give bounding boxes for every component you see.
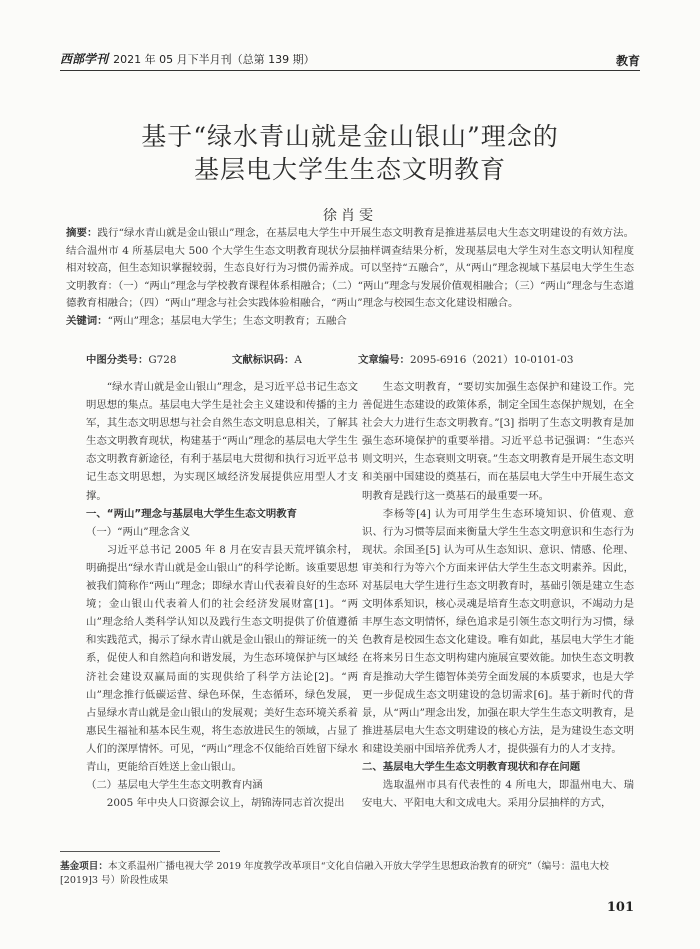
abstract-label: 摘要： bbox=[66, 227, 98, 239]
title-line-2: 基层电大学生生态文明教育 bbox=[193, 155, 506, 184]
author-name: 徐肖雯 bbox=[323, 208, 377, 224]
subsection-heading: （二）基层电大学生生态文明教育内涵 bbox=[86, 779, 263, 792]
section-heading: 二、基层电大学生生态文明教育现状和存在问题 bbox=[362, 760, 581, 773]
paragraph: 选取温州市具有代表性的 4 所电大，即温州电大、瑞安电大、平阳电大和文成电大。采用分层抽样的方式， bbox=[362, 779, 634, 810]
abstract-block bbox=[66, 225, 634, 330]
paragraph: 生态文明教育，“要切实加强生态保护和建设工作。完善促进生态建设的政策体系，制定全国生态保护规划，在全社会大力进行生态文明教育。”[3] 指明了生态文明教育是加强生态环境保护的重要举措。习近平总书记强调：“生态兴则文明兴，生态衰则文明衰。”生态文明教育是开展生态文明和美丽中国建设的奠基石，而在基层电大学生中开展生态文明教育是践行这一奠基石的最重要一环。 bbox=[362, 381, 634, 502]
header-rule bbox=[60, 70, 640, 71]
paragraph: 李杨等[4] 认为可用学生生态环境知识、价值观、意识、行为习惯等层面来衡量大学生生态文明意识和生态行为现状。余国圣[5] 认为可从生态知识、意识、情感、伦理、审美和行为等六个方面来评估大学生生态文明素养。因此，对基层电大学生进行生态文明教育时，基础引领是建立生态文明体系知识，核心灵魂是培育生态文明意识，不竭动力是丰厚生态文明情怀，绿色追求是引领生态文明行为习惯，绿色教育是校园生态文化建设。唯有如此，基层电大学生才能在将来另日生态文明构建内施展宣要效能。加快生态文明教育是推动大学生德智体美劳全面发展的本质要求，也是大学更一步促成生态文明建设的急切需求[6]。基于新时代的背景，从“两山”理念出发，加强在职大学生生态文明教育，是推进基层电大生态文明建设的核心方法，是为建设生态文明和建设美丽中国培养优秀人才，提供强有力的人才支持。 bbox=[362, 507, 634, 755]
body-column-left bbox=[86, 378, 358, 812]
keywords-text: “两山”理念；基层电大学生；生态文明教育；五融合 bbox=[107, 314, 347, 327]
section-label: 教育 bbox=[615, 54, 640, 68]
keywords-label: 关键词： bbox=[66, 314, 108, 327]
funding-footnote bbox=[60, 860, 640, 888]
subsection-heading: （一）“两山”理念含义 bbox=[86, 525, 191, 538]
abstract-text: 践行“绿水青山就是金山银山”理念，在基层电大学生中开展生态文明教育是推进基层电大生态文明建设的有效方法。结合温州市 4 所基层电大 500 个大学生生态文明教育现状分层抽样调查结果分析，发现基层电大学生对生态文明认知程度相对较高，但生态知识掌握较弱，生态良好行为习惯仍需养成。可以坚持“五融合”，从“两山”理念视域下基层电大学生生态文明教育：（一）“两山”理念与学校教育课程体系相融合；（二）“两山”理念与发展价值观相融合；（三）“两山”理念与生态道德教育相融合；（四）“两山”理念与社会实践体验相融合，“两山”理念与校园生态文化建设相融合。 bbox=[66, 227, 634, 309]
paragraph: 2005 年中央人口资源会议上，胡锦涛同志首次提出 bbox=[106, 797, 345, 810]
title-line-1: 基于“绿水青山就是金山银山”理念的 bbox=[141, 122, 559, 151]
paragraph: 习近平总书记 2005 年 8 月在安吉县天荒坪镇余村，明确提出“绿水青山就是金山银山”的科学论断。该重要思想被我们简称作“两山”理念；即绿水青山代表着良好的生态环境；金山银山代表着人们的社会经济发展财富[1]。“两山”理念给人类科学认知以及践行生态文明提供了价值遵循和实践范式，揭示了绿水青山就是金山银山的辩证统一的关系，促使人和自然趋向和谐发展，为生态环境保护与区域经济社会建设双赢局面的实现供给了科学方法论[2]。“两山”理念推行低碳运营、绿色环保，生态循环，绿色发展，占显绿水青山就是金山银山的发展观；美好生态环境关系着惠民生福祉和基本民生观，将生态放进民生的领域，占显了人们的深厚情怀。可见，“两山”理念不仅能给百姓留下绿水青山，更能给百姓送上金山银山。 bbox=[86, 543, 358, 773]
journal-logo: 西部学刊 bbox=[60, 52, 109, 66]
journal-issue: 2021 年 05 月下半月刊（总第 139 期） bbox=[113, 53, 315, 66]
body-column-right bbox=[362, 378, 634, 812]
article-id: 文章编号：2095-6916（2021）10-0101-03 bbox=[358, 354, 574, 366]
page-number: 101 bbox=[606, 900, 634, 915]
clc-number: 中图分类号：G728 bbox=[86, 354, 177, 366]
document-code: 文献标识码：A bbox=[232, 354, 302, 366]
section-heading: 一、“两山”理念与基层电大学生生态文明教育 bbox=[86, 507, 298, 520]
paragraph: “绿水青山就是金山银山”理念，是习近平总书记生态文明思想的集点。基层电大学生是社会主义建设和传播的主力军，其生态文明思想与社会自然生态文明息息相关，了解其生态文明教育现状，构建基于“两山”理念的基层电大学生生态文明教育新途径，有利于基层电大贯彻和执行习近平总书记生态文明思想，为实现区域经济发展提供应用型人才支撑。 bbox=[86, 381, 358, 502]
article-title bbox=[60, 120, 640, 186]
footnote-text: 本文系温州广播电视大学 2019 年度教学改革项目“文化自信融入开放大学学生思想政治教育的研究”（编号：温电大校[2019]3 号）阶段性成果 bbox=[60, 861, 609, 886]
footnote-label: 基金项目： bbox=[60, 861, 108, 872]
footnote-rule bbox=[60, 851, 220, 852]
